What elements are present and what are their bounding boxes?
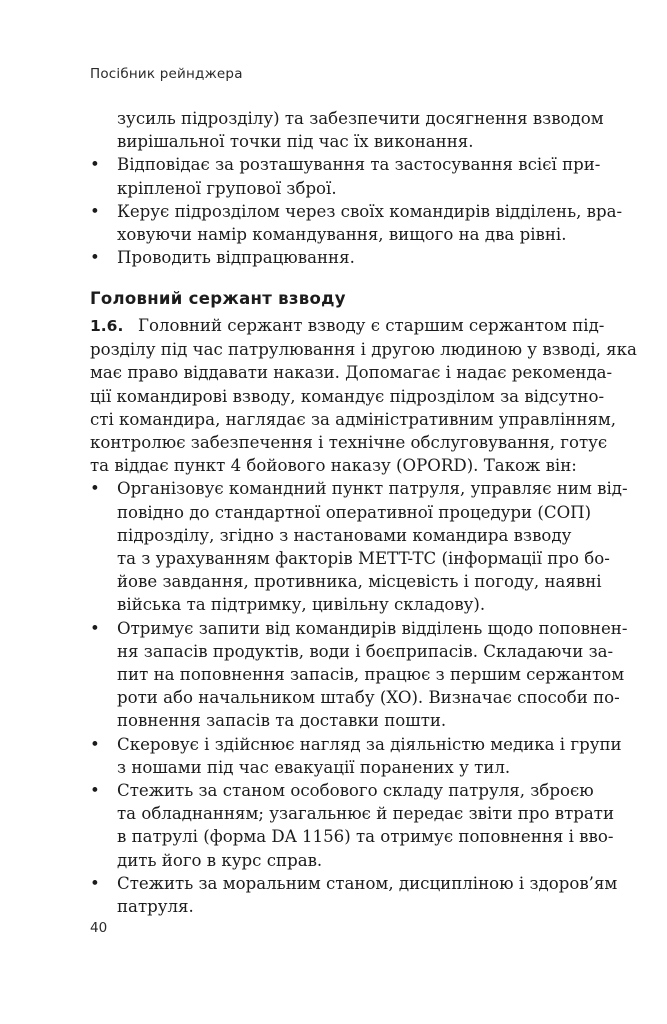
bullet-line: підрозділу, згідно з настановами командира взводу xyxy=(117,525,572,545)
page-number: 40 xyxy=(90,920,108,936)
bullet-line: Скеровує і здійснює нагляд за діяльністю медика і групи xyxy=(117,734,622,754)
bullet-icon: • xyxy=(90,873,100,893)
paragraph-line: має право віддавати накази. Допомагає і надає рекоменда- xyxy=(90,363,613,383)
bullet-item xyxy=(90,733,622,779)
bullet-item xyxy=(90,246,550,269)
bullet-line: йове завдання, противника, місцевість і погоду, наявні xyxy=(117,572,602,592)
bullet-item xyxy=(90,617,628,733)
paragraph-line: контролює забезпечення і технічне обслуговування, готує xyxy=(90,433,608,453)
bullet-icon: • xyxy=(90,781,100,801)
bullet-item xyxy=(90,153,601,199)
bullet-icon: • xyxy=(90,248,100,268)
bullet-line: Керує підрозділом через своїх командирів відділень, вра- xyxy=(117,201,623,221)
bullet-line: Проводить відпрацювання. xyxy=(117,248,355,268)
bullet-line: та з урахуванням факторів METT-TC (інформації про бо- xyxy=(117,549,610,569)
bullet-icon: • xyxy=(90,618,100,638)
bullet-line: Отримує запити від командирів відділень щодо поповнен- xyxy=(117,618,628,638)
continuation-block xyxy=(90,107,623,269)
continuation-line: зусиль підрозділу) та забезпечити досягнення взводом xyxy=(117,109,604,128)
paragraph-line: розділу під час патрулювання і другою людиною у взводі, яка xyxy=(90,340,637,360)
bullet-line: повнення запасів та доставки пошти. xyxy=(117,711,447,731)
running-header: Посібник рейнджера xyxy=(90,66,243,82)
bullet-item xyxy=(90,779,615,872)
bullet-icon: • xyxy=(90,201,100,221)
section-heading: Головний сержант взводу xyxy=(90,289,346,308)
bullet-line: Відповідає за розташування та застосування всієї при- xyxy=(117,155,601,175)
paragraph-line: та віддає пункт 4 бойового наказу (OPORD). Також він: xyxy=(90,456,577,476)
paragraph-line: сті командира, наглядає за адміністративним управлінням, xyxy=(90,409,617,429)
bullet-icon: • xyxy=(90,479,100,499)
continuation-line: вирішальної точки під час їх виконання. xyxy=(117,132,474,152)
bullet-item xyxy=(90,200,623,246)
bullet-line: кріпленої групової зброї. xyxy=(117,178,337,198)
bullet-line: Стежить за станом особового складу патруля, зброєю xyxy=(117,781,594,801)
bullet-line: та обладнанням; узагальнює й передає звіти про втрати xyxy=(117,804,615,824)
bullet-icon: • xyxy=(90,734,100,754)
bullet-item xyxy=(90,477,628,616)
bullet-line: ня запасів продуктів, води і боєприпасів. Складаючи за- xyxy=(117,641,614,661)
paragraph-line: ції командирові взводу, командує підрозділом за відсутно- xyxy=(90,386,605,406)
bullet-icon: • xyxy=(90,155,100,175)
bullet-line: патруля. xyxy=(117,897,194,917)
section-body xyxy=(90,314,637,918)
bullet-line: Організовує командний пункт патруля, управляє ним від- xyxy=(117,479,628,499)
bullet-item xyxy=(90,872,618,918)
paragraph-first-line xyxy=(90,314,605,338)
paragraph-line: Головний сержант взводу є старшим сержантом під- xyxy=(138,316,605,335)
bullet-line: ховуючи намір командування, вищого на два рівні. xyxy=(117,225,567,245)
bullet-line: в патрулі (форма DA 1156) та отримує поповнення і вво- xyxy=(117,827,614,847)
bullet-line: дить його в курс справ. xyxy=(117,850,323,870)
bullet-line: Стежить за моральним станом, дисципліною і здоров’ям xyxy=(117,873,618,893)
paragraph-number: 1.6. xyxy=(90,317,124,335)
bullet-line: роти або начальником штабу (XO). Визначає способи по- xyxy=(117,688,620,708)
bullet-line: війська та підтримку, цивільну складову). xyxy=(117,595,486,615)
bullet-line: повідно до стандартної оперативної процедури (СОП) xyxy=(117,502,592,522)
bullet-line: з ношами під час евакуації поранених у тил. xyxy=(117,757,511,777)
bullet-line: пит на поповнення запасів, працює з першим сержантом xyxy=(117,665,625,685)
